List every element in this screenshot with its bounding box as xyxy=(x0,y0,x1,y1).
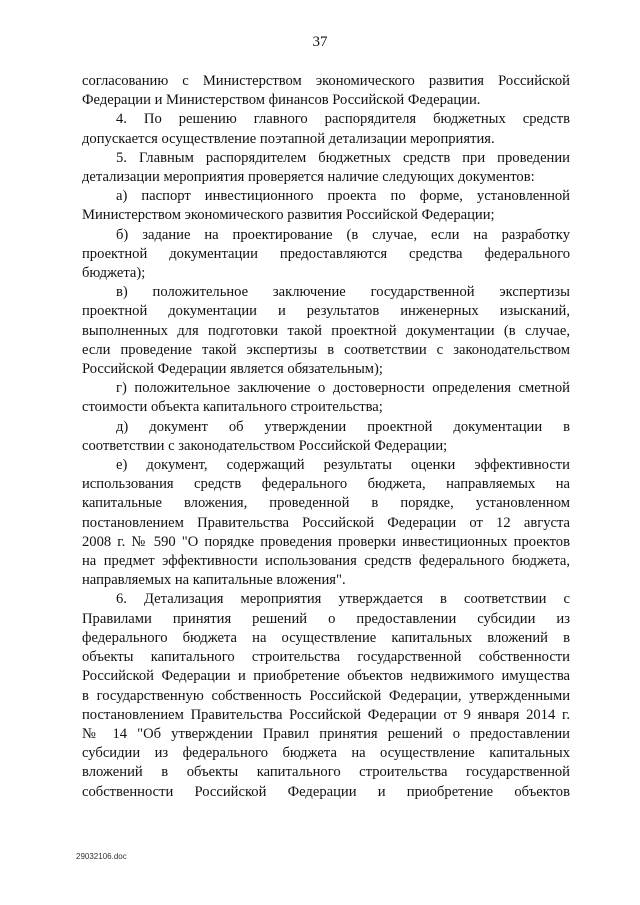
text-line: в государственную собственность Российской Федерации, утвержденными xyxy=(82,687,570,704)
text-line: е) документ, содержащий результаты оценки эффективности xyxy=(116,457,570,474)
text-line: выполненных для подготовки такой проектной документации (в случае, xyxy=(82,322,570,339)
text-line: субсидии из федерального бюджета на осуществление капитальных xyxy=(82,745,570,762)
paragraph xyxy=(82,110,570,148)
text-line: г) положительное заключение о достоверности определения сметной xyxy=(116,380,570,397)
text-line: собственности Российской Федерации и приобретение объектов xyxy=(82,783,570,800)
text-line: бюджета); xyxy=(82,265,146,282)
text-line: стоимости объекта капитального строительства; xyxy=(82,399,383,416)
text-line: постановлением Правительства Российской Федерации от 9 января 2014 г. xyxy=(82,706,570,723)
text-line: 6. Детализация мероприятия утверждается в соответствии с xyxy=(116,591,570,608)
text-line: б) задание на проектирование (в случае, если на разработку xyxy=(116,226,570,243)
text-line: д) документ об утверждении проектной документации в xyxy=(116,418,570,435)
text-line: на предмет эффективности использования средств федерального бюджета, xyxy=(82,553,570,570)
paragraph xyxy=(82,379,570,417)
document-body xyxy=(82,72,570,802)
paragraph xyxy=(82,72,570,110)
paragraph xyxy=(82,187,570,225)
text-line: 4. По решению главного распорядителя бюджетных средств xyxy=(116,111,570,128)
paragraph xyxy=(82,456,570,590)
text-line: направляемых на капитальные вложения". xyxy=(82,572,346,589)
text-line: если проведение такой экспертизы в соответствии с законодательством xyxy=(82,341,570,358)
text-line: № 14 "Об утверждении Правил принятия решений о предоставлении xyxy=(82,725,570,742)
paragraph xyxy=(82,590,570,801)
text-line: вложений в объекты капитального строительства государственной xyxy=(82,764,570,781)
paragraph xyxy=(82,226,570,284)
text-line: Правилами принятия решений о предоставлении субсидии из xyxy=(82,610,570,627)
paragraph xyxy=(82,418,570,456)
text-line: Федерации и Министерством финансов Российской Федерации. xyxy=(82,92,481,109)
text-line: проектной документации и результатов инженерных изысканий, xyxy=(82,303,570,320)
paragraph xyxy=(82,149,570,187)
text-line: 5. Главным распорядителем бюджетных средств при проведении xyxy=(116,149,570,166)
text-line: федерального бюджета на осуществление капитальных вложений в xyxy=(82,629,570,646)
text-line: Российской Федерации является обязательным); xyxy=(82,361,383,378)
text-line: детализации мероприятия проверяется наличие следующих документов: xyxy=(82,169,535,186)
page-number: 37 xyxy=(312,34,328,50)
text-line: капитальные вложения, проведенной в порядке, установленном xyxy=(82,495,570,512)
text-line: Российской Федерации и приобретение объектов недвижимого имущества xyxy=(82,668,570,685)
text-line: проектной документации предоставляются средства федерального xyxy=(82,245,570,262)
text-line: 2008 г. № 590 "О порядке проведения проверки инвестиционных проектов xyxy=(82,533,570,550)
text-line: использования средств федерального бюджета, направляемых на xyxy=(82,476,570,493)
text-line: соответствии с законодательством Российской Федерации; xyxy=(82,437,448,454)
paragraph xyxy=(82,283,570,379)
file-name-footer: 29032106.doc xyxy=(76,852,127,861)
text-line: а) паспорт инвестиционного проекта по форме, установленной xyxy=(116,188,570,205)
text-line: Министерством экономического развития Российской Федерации; xyxy=(82,207,495,224)
text-line: постановлением Правительства Российской Федерации от 12 августа xyxy=(82,514,570,531)
text-line: допускается осуществление поэтапной детализации мероприятия. xyxy=(82,130,495,147)
text-line: в) положительное заключение государственной экспертизы xyxy=(116,284,570,301)
text-line: объекты капитального строительства государственной собственности xyxy=(82,649,570,666)
text-line: согласованию с Министерством экономического развития Российской xyxy=(82,73,570,89)
